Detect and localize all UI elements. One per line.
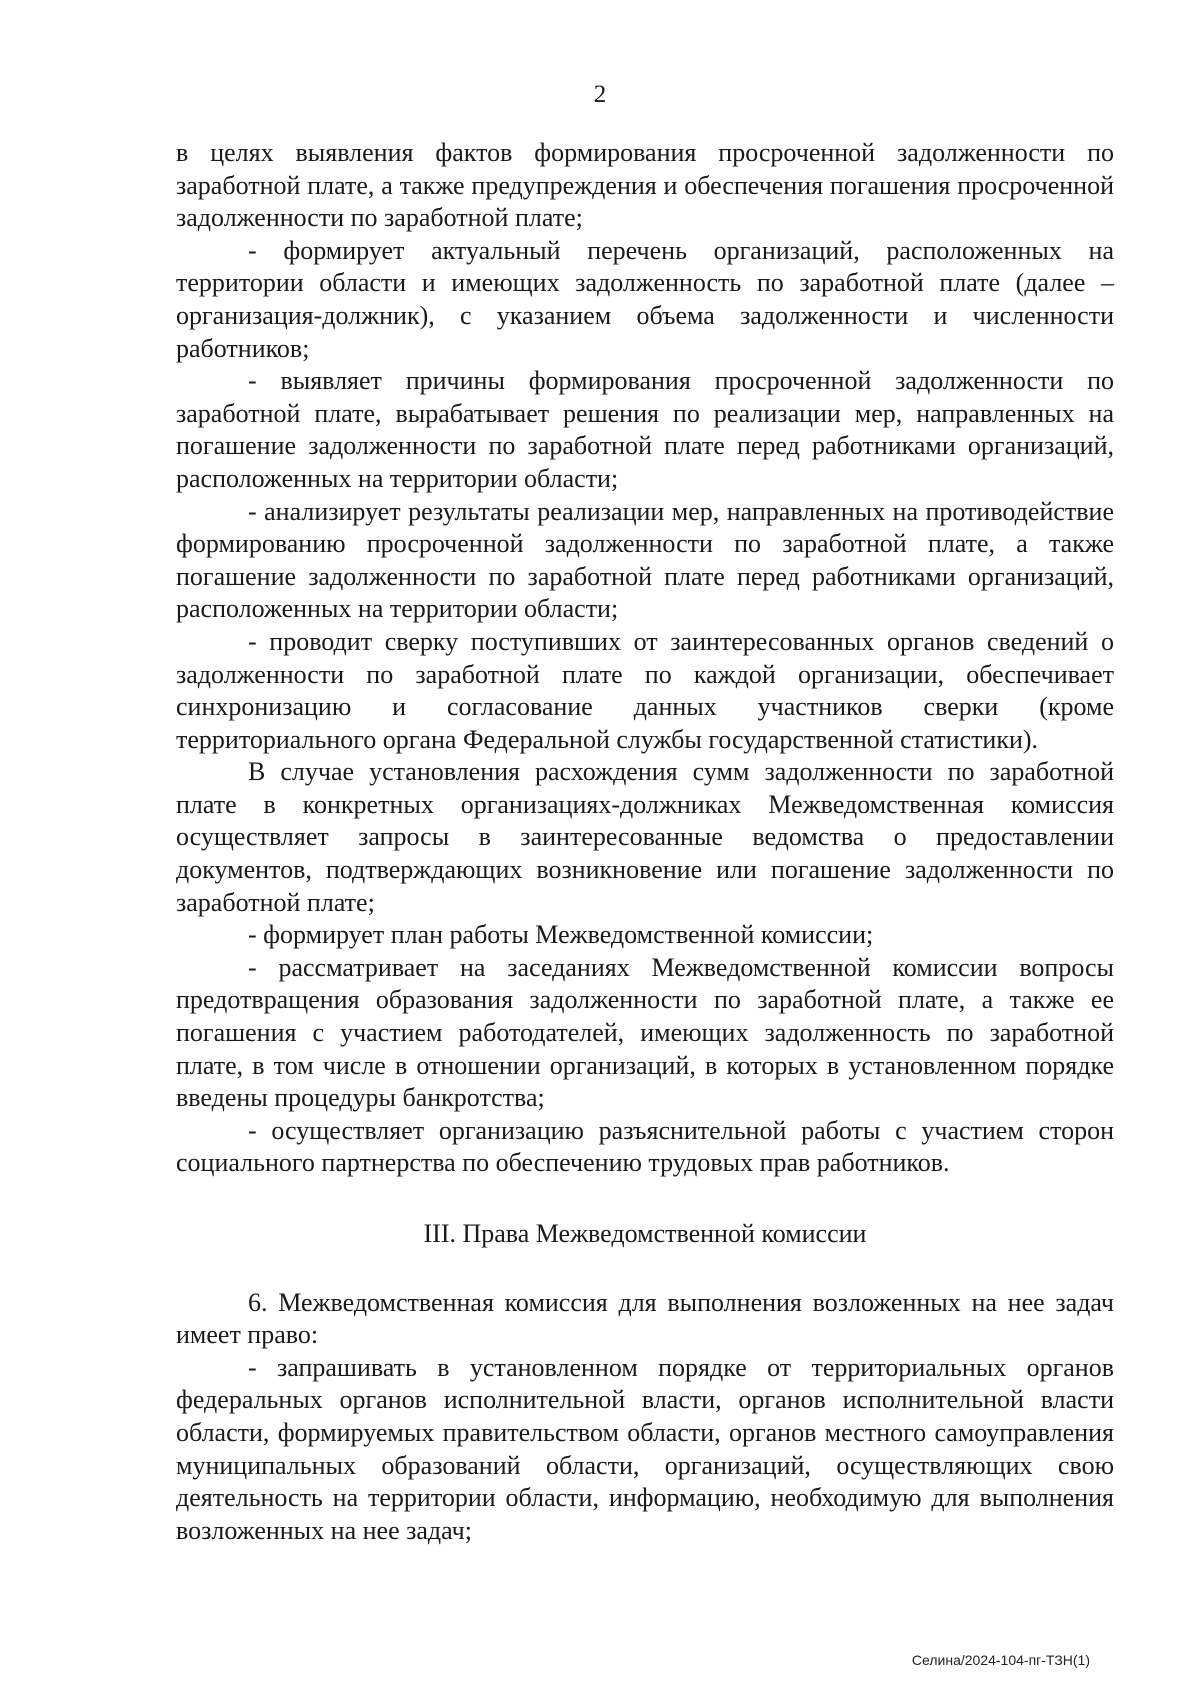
section-heading: III. Права Межведомственной комиссии [423, 1219, 867, 1248]
list-item-analyze-results: - анализирует результаты реализации мер, направленных на противодействие формированию просроченной задолженности по заработной плате, а также погашение задолженности по заработной плате перед работниками организаций, расположенных на территории области; [176, 496, 1114, 624]
paragraph-rights-intro: 6. Межведомственная комиссия для выполнения возложенных на нее задач имеет право: [176, 1287, 1114, 1350]
list-item-explanatory-work: - осуществляет организацию разъяснительной работы с участием сторон социального партнерства по обеспечению трудовых прав работников. [176, 1115, 1114, 1178]
paragraph-continuation: в целях выявления фактов формирования просроченной задолженности по заработной плате, а также предупреждения и обеспечения погашения просроченной задолженности по заработной плате; [176, 138, 1114, 233]
document-code: Селина/2024-104-пг-ТЗН(1) [911, 1652, 1090, 1668]
list-item-request-info: - запрашивать в установленном порядке от территориальных органов федеральных органов исполнительной власти, органов исполнительной власти области, формируемых правительством области, органов местного самоуправления муниципальных образований области, организаций, осуществляющих свою деятельность на территории области, информацию, необходимую для выполнения возложенных на нее задач; [176, 1352, 1114, 1545]
list-item-work-plan: - формирует план работы Межведомственной комиссии; [248, 920, 874, 950]
page-number: 2 [593, 81, 607, 108]
paragraph-discrepancy: В случае установления расхождения сумм задолженности по заработной плате в конкретных организациях-должниках Межведомственная комиссия осуществляет запросы в заинтересованные ведомства о предоставлении документов, подтверждающих возникновение или погашение задолженности по заработной плате; [176, 757, 1114, 917]
document-body [176, 137, 1114, 1547]
list-item-form-list: - формирует актуальный перечень организаций, расположенных на территории области и имеющих задолженность по заработной плате (далее – организация-должник), с указанием объема задолженности и численности работников; [176, 235, 1114, 363]
list-item-identify-causes: - выявляет причины формирования просроченной задолженности по заработной плате, вырабатывает решения по реализации мер, направленных на погашение задолженности по заработной плате перед работниками организаций, расположенных на территории области; [176, 366, 1114, 493]
list-item-meetings: - рассматривает на заседаниях Межведомственной комиссии вопросы предотвращения образования задолженности по заработной плате, а также ее погашения с участием работодателей, имеющих задолженность по заработной плате, в том числе в отношении организаций, в которых в установленном порядке введены процедуры банкротства; [176, 952, 1114, 1113]
list-item-reconciliation: - проводит сверку поступивших от заинтересованных органов сведений о задолженности по заработной плате по каждой организации, обеспечивает синхронизацию и согласование данных участников сверки (кроме территориального органа Федеральной службы государственной статистики). [176, 626, 1114, 754]
